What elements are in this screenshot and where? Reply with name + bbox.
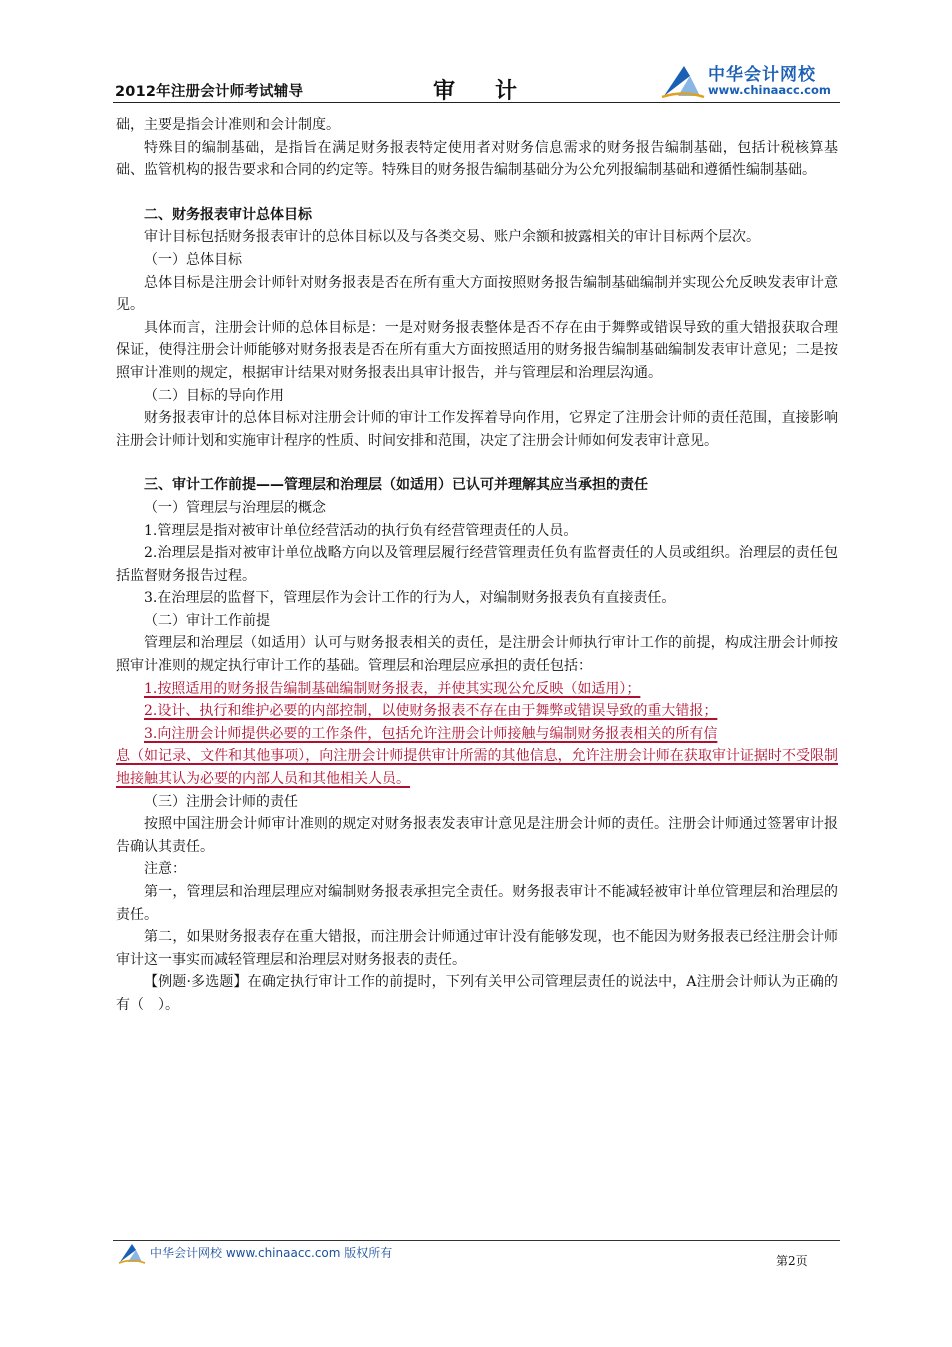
header-divider	[113, 102, 840, 103]
page-body	[116, 114, 838, 1017]
brand-logo	[660, 60, 840, 100]
logo-title: 中华会计网校	[708, 65, 816, 85]
paragraph: 第一，管理层和治理层理应对编制财务报表承担完全责任。财务报表审计不能减轻被审计单位管理层和治理层的责任。	[116, 884, 838, 923]
section-heading: 二、财务报表审计总体目标	[144, 206, 312, 223]
paragraph: 审计目标包括财务报表审计的总体目标以及与各类交易、账户余额和披露相关的审计目标两个层次。	[144, 229, 760, 246]
paragraph: 具体而言，注册会计师的总体目标是：一是对财务报表整体是否不存在由于舞弊或错误导致的重大错报获取合理保证，使得注册会计师能够对财务报表是否在所有重大方面按照适用的财务报告编制基础编制发表审计意见；二是按照审计准则的规定，根据审计结果对财务报表出具审计报告，并与管理层和治理层沟通。	[116, 319, 838, 381]
highlighted-text: 1.按照适用的财务报告编制基础编制财务报表，并使其实现公允反映（如适用）；	[144, 680, 641, 697]
footer-copyright: 中华会计网校 www.chinaacc.com 版权所有	[150, 1246, 393, 1260]
paragraph: 特殊目的编制基础，是指旨在满足财务报表特定使用者对财务信息需求的财务报告编制基础，包括计税核算基础、监管机构的报告要求和合同的约定等。特殊目的财务报告编制基础分为公允列报编制基础和遵循性编制基础。	[116, 139, 838, 179]
paragraph: 财务报表审计的总体目标对注册会计师的审计工作发挥着导向作用，它界定了注册会计师的责任范围，直接影响注册会计师计划和实施审计程序的性质、时间安排和范围，决定了注册会计师如何发表审计意见。	[116, 410, 838, 449]
paragraph: 按照中国注册会计师审计准则的规定对财务报表发表审计意见是注册会计师的责任。注册会计师通过签署审计报告确认其责任。	[116, 816, 838, 855]
highlighted-text: 息（如记录、文件和其他事项），向注册会计师提供审计所需的其他信息，允许注册会计师在获取审计证据时不受限制地接触其认为必要的内部人员和其他相关人员。	[116, 748, 838, 788]
paragraph: 总体目标是注册会计师针对财务报表是否在所有重大方面按照财务报告编制基础编制并实现公允反映发表审计意见。	[116, 274, 838, 314]
subheading: （二）目标的导向作用	[144, 387, 284, 404]
footer-divider	[113, 1240, 840, 1241]
subheading: （二）审计工作前提	[144, 612, 270, 629]
subheading: （一）管理层与治理层的概念	[144, 499, 326, 516]
list-item: 3.在治理层的监督下，管理层作为会计工作的行为人，对编制财务报表负有直接责任。	[144, 590, 676, 607]
subheading: （一）总体目标	[144, 251, 242, 268]
logo-url: www.chinaacc.com	[708, 83, 831, 97]
section-heading: 三、审计工作前提——管理层和治理层（如适用）已认可并理解其应当承担的责任	[144, 477, 648, 494]
triangle-pen-logo-icon	[660, 62, 706, 100]
page-number: 第2页	[776, 1254, 808, 1268]
example-question: 【例题·多选题】在确定执行审计工作的前提时，下列有关甲公司管理层责任的说法中，A注册会计师认为正确的有（ ）。	[116, 974, 838, 1013]
paragraph: 础，主要是指会计准则和会计制度。	[116, 117, 340, 133]
page-header	[113, 58, 840, 102]
triangle-pen-logo-icon	[118, 1242, 146, 1264]
highlighted-item	[116, 723, 838, 746]
highlighted-text: 3.向注册会计师提供必要的工作条件，包括允许注册会计师接触与编制财务报表相关的所有信	[144, 725, 718, 742]
list-item: 1.管理层是指对被审计单位经营活动的执行负有经营管理责任的人员。	[144, 522, 578, 539]
highlighted-item	[116, 678, 838, 701]
subheading: （三）注册会计师的责任	[144, 793, 298, 810]
highlighted-text: 2.设计、执行和维护必要的内部控制，以使财务报表不存在由于舞弊或错误导致的重大错报；	[144, 703, 718, 720]
highlighted-item	[116, 700, 838, 723]
paragraph: 管理层和治理层（如适用）认可与财务报表相关的责任，是注册会计师执行审计工作的前提，构成注册会计师按照审计准则的规定执行审计工作的基础。管理层和治理层应承担的责任包括：	[116, 635, 838, 675]
paragraph: 第二，如果财务报表存在重大错报，而注册会计师通过审计没有能够发现，也不能因为财务报表已经注册会计师审计这一事实而减轻管理层和治理层对财务报表的责任。	[116, 929, 838, 968]
header-book-title: 2012年注册会计师考试辅导	[115, 84, 304, 100]
highlighted-item	[116, 745, 838, 790]
note-label: 注意：	[144, 861, 186, 878]
header-subject: 审计	[433, 79, 558, 104]
list-item: 2.治理层是指对被审计单位战略方向以及管理层履行经营管理责任负有监督责任的人员或组织。治理层的责任包括监督财务报告过程。	[116, 545, 838, 584]
